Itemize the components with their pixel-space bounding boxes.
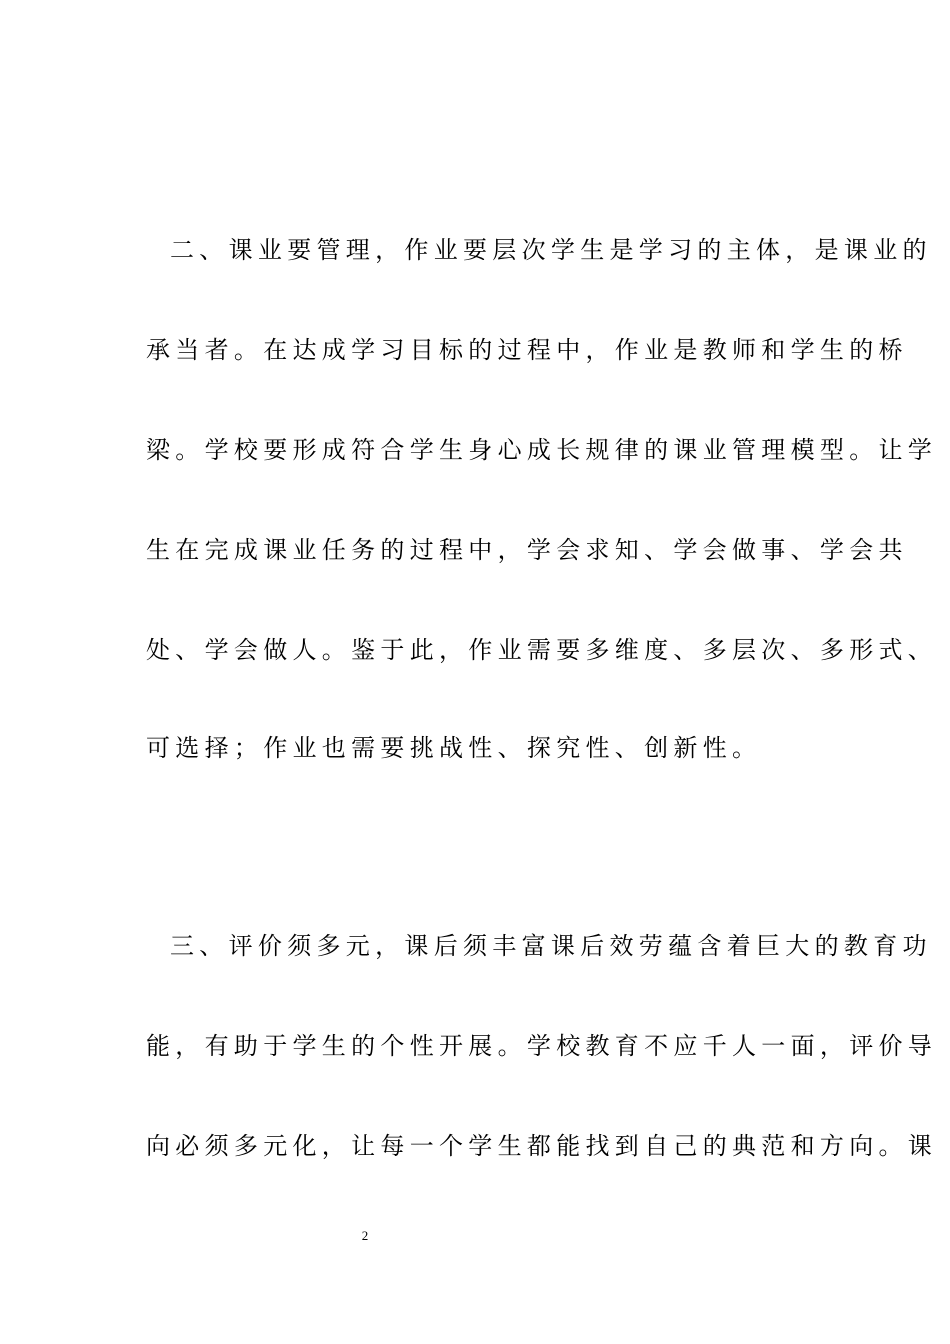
paragraph-line: 承当者。在达成学习目标的过程中，作业是教师和学生的桥 [146,336,908,364]
paragraph-line: 梁。学校要形成符合学生身心成长规律的课业管理模型。让学 [146,436,938,464]
paragraph-line: 处、学会做人。鉴于此，作业需要多维度、多层次、多形式、 [146,636,938,664]
paragraph-line: 可选择；作业也需要挑战性、探究性、创新性。 [146,734,762,762]
paragraph-line: 能，有助于学生的个性开展。学校教育不应千人一面，评价导 [146,1032,938,1060]
paragraph-line: 二、课业要管理，作业要层次学生是学习的主体，是课业的 [170,236,932,264]
paragraph-line: 向必须多元化，让每一个学生都能找到自己的典范和方向。课 [146,1132,938,1160]
paragraph-line: 三、评价须多元，课后须丰富课后效劳蕴含着巨大的教育功 [170,932,932,960]
paragraph-line: 生在完成课业任务的过程中，学会求知、学会做事、学会共 [146,536,908,564]
page-number: 2 [361,1228,369,1243]
